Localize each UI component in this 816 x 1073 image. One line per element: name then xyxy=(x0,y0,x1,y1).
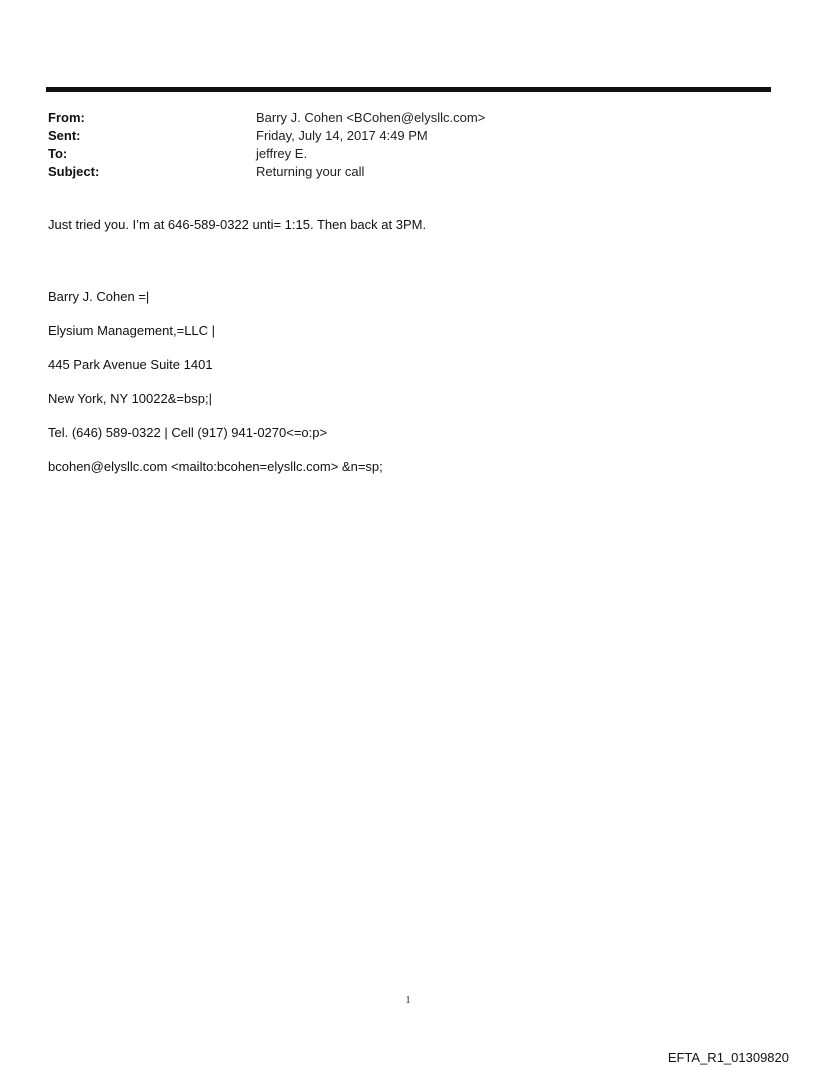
bates-number: EFTA_R1_01309820 xyxy=(667,1050,789,1065)
sent-label: Sent: xyxy=(48,128,81,143)
subject-label: Subject: xyxy=(48,164,100,179)
to-label: To: xyxy=(48,146,68,161)
signature-address: 445 Park Avenue Suite 1401 xyxy=(48,357,213,372)
signature-city: New York, NY 10022&=bsp;| xyxy=(48,391,212,406)
to-row xyxy=(48,145,485,163)
from-row xyxy=(48,109,485,127)
from-value: Barry J. Cohen <BCohen@elysllc.com> xyxy=(256,110,486,125)
signature-company: Elysium Management,=LLC | xyxy=(48,323,216,338)
from-label: From: xyxy=(48,110,85,125)
signature-phone: Tel. (646) 589-0322 | Cell (917) 941-0270<=o:p> xyxy=(48,425,328,440)
signature-name: Barry J. Cohen =| xyxy=(48,289,150,304)
subject-value: Returning your call xyxy=(256,164,365,179)
email-body: Just tried you. I’m at 646-589-0322 unti= 1:15. Then back at 3PM. xyxy=(48,217,427,232)
page-number: 1 xyxy=(405,995,411,1006)
email-signature xyxy=(48,288,383,492)
subject-row xyxy=(48,163,485,181)
sent-value: Friday, July 14, 2017 4:49 PM xyxy=(256,128,428,143)
to-value: jeffrey E. xyxy=(256,146,308,161)
sent-row xyxy=(48,127,485,145)
header-divider xyxy=(46,87,771,92)
email-header xyxy=(48,109,485,181)
signature-email: bcohen@elysllc.com <mailto:bcohen=elysllc.com> &n=sp; xyxy=(48,459,383,474)
